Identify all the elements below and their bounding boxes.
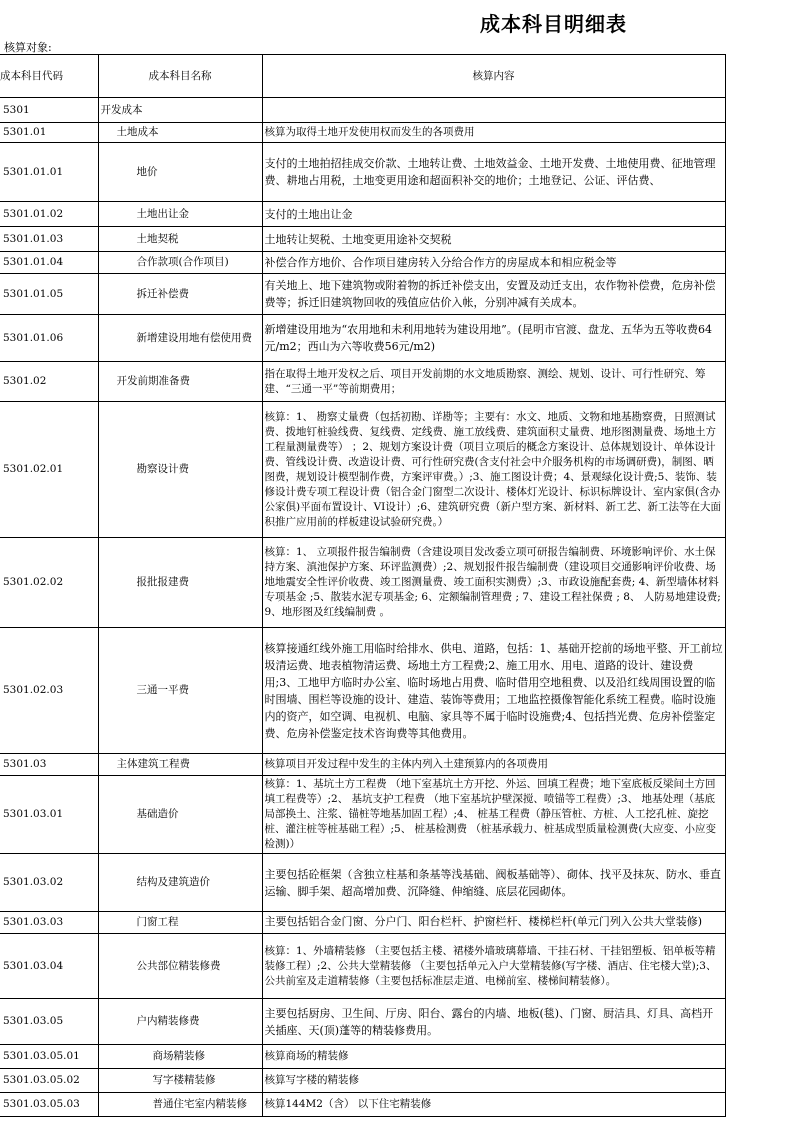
table-row xyxy=(0,934,725,999)
table-row xyxy=(0,1069,725,1093)
row-content: 核算为取得土地开发使用权而发生的各项费用 xyxy=(262,123,725,143)
row-content: 主要包括厨房、卫生间、厅房、阳台、露台的内墙、地板(毯)、门窗、厨洁具、灯具、高档开关插座、天(顶)蓬等的精装修费用。 xyxy=(262,999,725,1045)
row-content: 核算：1、外墙精装修 （主要包括主楼、裙楼外墙玻璃幕墙、干挂石材、干挂铝塑板、铝单板等精装修工程）;2、公共大堂精装修 （主要包括单元入户大堂精装修(写字楼、酒店、住宅楼大堂);3、公共前室及走道精装修（主要包括标准层走道、电梯前室、楼梯间精装修）。 xyxy=(262,934,725,999)
row-content: 主要包括砼框架（含独立柱基和条基等浅基础、阀板基础等）、砌体、找平及抹灰、防水、垂直运输、脚手架、超高增加费、沉降缝、伸缩缝、底层花园砌体。 xyxy=(262,854,725,912)
page-title: 成本科目明细表 xyxy=(480,12,627,36)
row-content: 支付的土地出让金 xyxy=(262,202,725,227)
table-row xyxy=(0,754,725,776)
row-code: 5301.02.03 xyxy=(0,628,98,754)
row-code: 5301.01.02 xyxy=(0,202,98,227)
table-row xyxy=(0,274,725,315)
row-content: 新增建设用地为“农用地和未利用地转为建设用地”。(昆明市官渡、盘龙、五华为五等收费64元/m2；西山为六等收费56元/m2) xyxy=(262,315,725,362)
row-code: 5301 xyxy=(0,98,98,123)
row-code: 5301.03.03 xyxy=(0,912,98,934)
row-content xyxy=(262,98,725,123)
row-code: 5301.03.05.02 xyxy=(0,1069,98,1093)
row-content: 核算：1、基坑土方工程费 （地下室基坑土方开挖、外运、回填工程费；地下室底板反梁间土方回填工程费等）;2、 基坑支护工程费 （地下室基坑护壁深搅、喷锚等工程费）;3、 地基处理（基底局部换土、注浆、锚桩等地基加固工程）;4、 桩基工程费（静压管桩、方桩、人工挖孔桩、旋挖桩、灌注桩等桩基础工程）;5、 桩基检测费 （桩基承载力、桩基成型质量检测费(大应变、小应变检测)） xyxy=(262,776,725,854)
table-row xyxy=(0,202,725,227)
row-content: 核算144M2（含） 以下住宅精装修 xyxy=(262,1093,725,1117)
table-row xyxy=(0,362,725,402)
header-content: 核算内容 xyxy=(262,55,725,98)
table-row xyxy=(0,628,725,754)
row-content: 土地转让契税、土地变更用途补交契税 xyxy=(262,227,725,252)
row-name: 商场精装修 xyxy=(98,1045,262,1069)
table-row xyxy=(0,252,725,274)
table-row xyxy=(0,912,725,934)
row-name: 开发成本 xyxy=(98,98,262,123)
row-name: 公共部位精装修费 xyxy=(98,934,262,999)
row-name: 基础造价 xyxy=(98,776,262,854)
subject-label: 核算对象: xyxy=(4,41,52,54)
row-name: 勘察设计费 xyxy=(98,402,262,538)
row-content xyxy=(262,912,725,934)
row-content: 核算：1、 勘察丈量费（包括初勘、详勘等；主要有：水文、地质、文物和地基勘察费，日照测试费、拨地钉桩验线费、复线费、定线费、施工放线费、建筑面积丈量费、地形图测量费、场地土方工程量测量费等） ；2、规划方案设计费（项目立项后的概念方案设计、总体规划设计、单体设计费、管线设计费、改造设计费、可行性研究费(含支付社会中介服务机构的市场调研费)，制图、晒图费，规划设计模型制作费，方案评审费。）;3、施工图设计费；4、景观绿化设计费;5、装饰、装修设计费专项工程设计费（铝合金门窗型二次设计、楼体灯光设计、标识标牌设计、室内家俱(含办公家俱)平面布置设计、VI设计）;6、建筑研究费（新户型方案、新材料、新工艺、新工法等在大面积推广应用前的样板建设试验研究费。） xyxy=(262,402,725,538)
row-code: 5301.01.05 xyxy=(0,274,98,315)
row-code: 5301.03.05 xyxy=(0,999,98,1045)
row-code: 5301.03.04 xyxy=(0,934,98,999)
table-row xyxy=(0,143,725,202)
row-code: 5301.03.02 xyxy=(0,854,98,912)
row-content-text: 主要包括铝合金门窗、分户门、阳台栏杆、护窗栏杆、楼梯栏杆(单元门列入公共大堂装修) xyxy=(264,915,703,928)
row-content: 支付的土地拍招挂成交价款、土地转让费、土地效益金、土地开发费、土地使用费、征地管理费、耕地占用税，土地变更用途和超面积补交的地价；土地登记、公证、评估费、 xyxy=(262,143,725,202)
row-code: 5301.02.02 xyxy=(0,538,98,628)
row-name: 地价 xyxy=(98,143,262,202)
row-code: 5301.01.06 xyxy=(0,315,98,362)
row-name: 普通住宅室内精装修 xyxy=(98,1093,262,1117)
row-code: 5301.01.04 xyxy=(0,252,98,274)
cost-subject-table xyxy=(0,54,726,1117)
table-header-row xyxy=(0,55,725,98)
row-name: 门窗工程 xyxy=(98,912,262,934)
row-name: 报批报建费 xyxy=(98,538,262,628)
row-name: 土地契税 xyxy=(98,227,262,252)
row-name: 土地成本 xyxy=(98,123,262,143)
table-row xyxy=(0,98,725,123)
row-code: 5301.01 xyxy=(0,123,98,143)
row-name: 土地出让金 xyxy=(98,202,262,227)
table-row xyxy=(0,1093,725,1117)
row-name: 写字楼精装修 xyxy=(98,1069,262,1093)
table-row xyxy=(0,227,725,252)
row-name: 结构及建筑造价 xyxy=(98,854,262,912)
table-row xyxy=(0,402,725,538)
table-row xyxy=(0,1045,725,1069)
row-name: 主体建筑工程费 xyxy=(98,754,262,776)
row-code: 5301.03.01 xyxy=(0,776,98,854)
row-content: 核算写字楼的精装修 xyxy=(262,1069,725,1093)
row-code: 5301.02.01 xyxy=(0,402,98,538)
table-row xyxy=(0,999,725,1045)
row-name: 开发前期准备费 xyxy=(98,362,262,402)
header-name: 成本科目名称 xyxy=(98,55,262,98)
row-name: 拆迁补偿费 xyxy=(98,274,262,315)
row-content: 核算项目开发过程中发生的主体内列入土建预算内的各项费用 xyxy=(262,754,725,776)
row-name: 合作款项(合作项目) xyxy=(98,252,262,274)
row-name: 三通一平费 xyxy=(98,628,262,754)
row-content: 有关地上、地下建筑物或附着物的拆迁补偿支出，安置及动迁支出，农作物补偿费，危房补偿费等；拆迁旧建筑物回收的残值应估价入帐，分别冲减有关成本。 xyxy=(262,274,725,315)
row-content: 核算商场的精装修 xyxy=(262,1045,725,1069)
header-code: 成本科目代码 xyxy=(0,55,98,98)
row-code: 5301.03.05.01 xyxy=(0,1045,98,1069)
row-code: 5301.02 xyxy=(0,362,98,402)
row-name: 新增建设用地有偿使用费 xyxy=(98,315,262,362)
row-code: 5301.01.03 xyxy=(0,227,98,252)
table-row xyxy=(0,538,725,628)
row-code: 5301.03.05.03 xyxy=(0,1093,98,1117)
row-content: 补偿合作方地价、合作项目建房转入分给合作方的房屋成本和相应税金等 xyxy=(262,252,725,274)
table-row xyxy=(0,854,725,912)
row-content: 指在取得土地开发权之后、项目开发前期的水文地质勘察、测绘、规划、设计、可行性研究、筹建、“三通一平”等前期费用； xyxy=(262,362,725,402)
row-content: 核算接通红线外施工用临时给排水、供电、道路，包括：1、基础开挖前的场地平整、开工前垃圾清运费、地表植物清运费、场地土方工程费;2、施工用水、用电、道路的设计、建设费用;3、工地甲方临时办公室、临时场地占用费、临时借用空地租费、以及沿红线周围设置的临时围墙、围栏等设施的设计、建造、装饰等费用；工地监控摄像智能化系统工程费。临时设施内的资产，如空调、电视机、电脑、家具等不属于临时设施费;4、包括挡光费、危房补偿鉴定费、危房补偿鉴定技术咨询费等其他费用。 xyxy=(262,628,725,754)
row-name: 户内精装修费 xyxy=(98,999,262,1045)
row-content: 核算：1、 立项报件报告编制费（含建设项目发改委立项可研报告编制费、环境影响评价、水土保持方案、滇池保护方案、环评监测费）;2、规划报件报告编制费（建设项目交通影响评价收费、场地地震安全性评价收费、竣工图测量费、竣工面积实测费）;3、市政设施配套费; 4、新型墙体材料专项基金 ;5、散装水泥专项基金; 6、定额编制管理费 ; 7、建设工程社保费 ; 8、 人防易地建设费; 9、地形图及红线编制费 。 xyxy=(262,538,725,628)
table-row xyxy=(0,776,725,854)
table-row xyxy=(0,315,725,362)
row-code: 5301.03 xyxy=(0,754,98,776)
table-row xyxy=(0,123,725,143)
row-code: 5301.01.01 xyxy=(0,143,98,202)
